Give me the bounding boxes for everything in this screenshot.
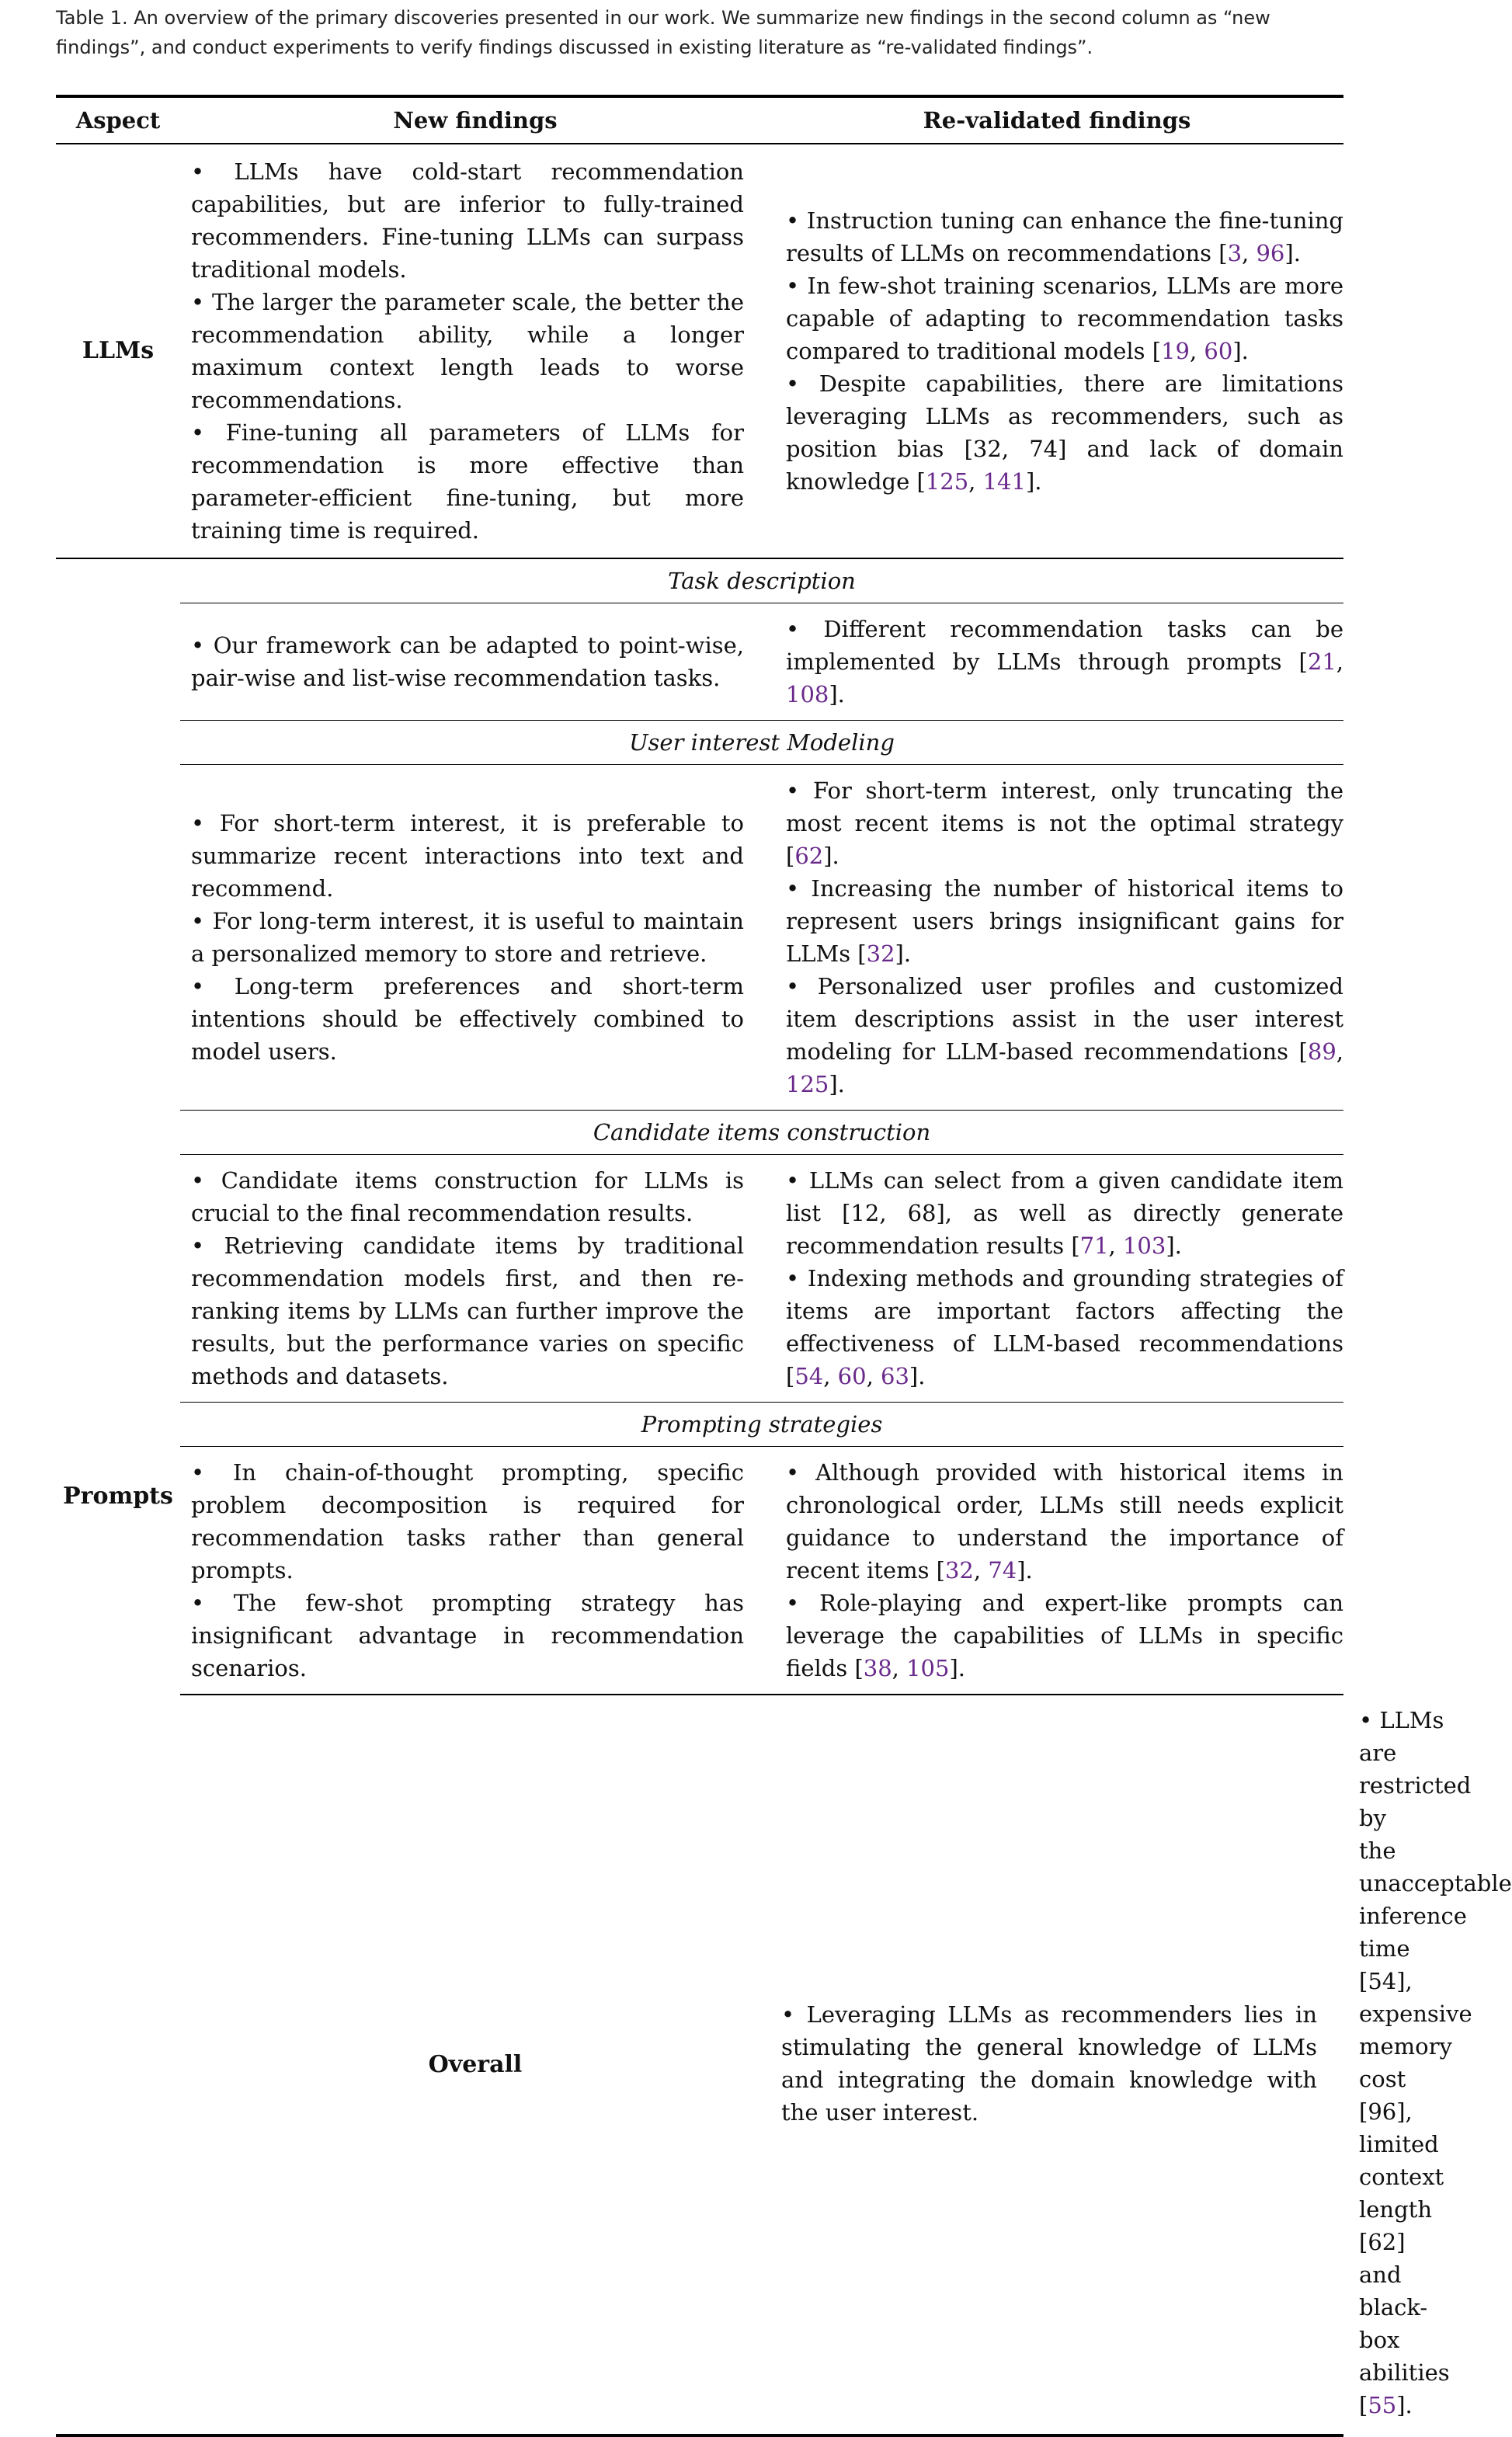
strategies-revalidated-findings xyxy=(770,1447,1343,1695)
subsection-header-row xyxy=(56,558,1343,603)
table-row xyxy=(56,765,1343,1111)
table-row xyxy=(56,1447,1343,1695)
subsection-title: User interest Modeling xyxy=(629,729,895,756)
list-item: • For short-term interest, it is preferable to summarize recent interactions into text and recommend. xyxy=(191,807,744,905)
candidate-revalidated-findings xyxy=(770,1155,1343,1403)
list-item: • Candidate items construction for LLMs is crucial to the final recommendation results. xyxy=(191,1164,744,1229)
subsection-header-row xyxy=(56,1111,1343,1155)
subsection-user-interest xyxy=(180,721,1343,765)
overall-new-findings xyxy=(770,1695,1343,2435)
list-item: • Despite capabilities, there are limitations leveraging LLMs as recommenders, such as position bias [32, 74] and lack of domain knowledge [125, 141]. xyxy=(786,367,1343,498)
interest-new-findings xyxy=(180,765,770,1111)
subsection-header-row xyxy=(56,721,1343,765)
citation-link[interactable]: 32 xyxy=(866,940,895,967)
citation-link[interactable]: 60 xyxy=(1204,338,1233,364)
citation-link[interactable]: 3 xyxy=(1227,240,1243,266)
strategies-new-findings xyxy=(180,1447,770,1695)
list-item: • Personalized user profiles and customized item descriptions assist in the user interest modeling for LLM-based recommendations [89, 125]. xyxy=(786,970,1343,1100)
citation-link[interactable]: 54 xyxy=(794,1363,824,1389)
citation-link[interactable]: 38 xyxy=(863,1655,892,1681)
citation-link[interactable]: 125 xyxy=(925,468,969,495)
list-item: • Fine-tuning all parameters of LLMs for recommendation is more effective than parameter-efficient fine-tuning, but more training time is required. xyxy=(191,416,744,547)
list-item: • For short-term interest, only truncating the most recent items is not the optimal strategy [62]. xyxy=(786,774,1343,872)
citation-link[interactable]: 62 xyxy=(794,843,824,869)
candidate-new-findings xyxy=(180,1155,770,1403)
findings-table xyxy=(56,95,1512,2437)
citation-link[interactable]: 74 xyxy=(988,1557,1017,1584)
list-item: • Instruction tuning can enhance the fine-tuning results of LLMs on recommendations [3, 96]. xyxy=(786,204,1343,269)
subsection-title: Candidate items construction xyxy=(593,1119,931,1145)
header-new-findings: New findings xyxy=(180,96,770,144)
citation-link[interactable]: 108 xyxy=(786,681,829,707)
citation-link[interactable]: 63 xyxy=(881,1363,909,1389)
list-item: • Retrieving candidate items by traditional recommendation models first, and then re-ranking items by LLMs can further improve the results, but the performance varies on specific methods and datasets. xyxy=(191,1229,744,1392)
list-item: • Our framework can be adapted to point-wise, pair-wise and list-wise recommendation tasks. xyxy=(191,629,744,694)
citation-link[interactable]: 32 xyxy=(944,1557,974,1584)
citation-link[interactable]: 96 xyxy=(1256,240,1285,266)
citation-link[interactable]: 19 xyxy=(1161,338,1190,364)
citation-link[interactable]: 89 xyxy=(1307,1038,1336,1065)
task-revalidated-findings xyxy=(770,603,1343,721)
list-item: • In few-shot training scenarios, LLMs are more capable of adapting to recommendation tasks compared to traditional models [19, 60]. xyxy=(786,269,1343,367)
header-aspect: Aspect xyxy=(56,96,180,144)
paper-page xyxy=(56,0,1512,2418)
list-item: • For long-term interest, it is useful to maintain a personalized memory to store and retrieve. xyxy=(191,905,744,970)
list-item: • Different recommendation tasks can be implemented by LLMs through prompts [21, 108]. xyxy=(786,613,1343,711)
subsection-task-description xyxy=(180,558,1343,603)
list-item: • Leveraging LLMs as recommenders lies in stimulating the general knowledge of LLMs and integrating the domain knowledge with the user interest. xyxy=(781,1998,1317,2129)
table-caption: Table 1. An overview of the primary discoveries presented in our work. We summarize new findings in the second column as “new findings”, and conduct experiments to verify findings discussed in existing literature as “re-validated findings”. xyxy=(56,7,1270,58)
table-row xyxy=(56,1155,1343,1403)
list-item: • Although provided with historical items in chronological order, LLMs still needs explicit guidance to understand the importance of recent items [32, 74]. xyxy=(786,1456,1343,1587)
subsection-header-row xyxy=(56,1403,1343,1447)
list-item: • In chain-of-thought prompting, specific problem decomposition is required for recommendation tasks rather than general prompts. xyxy=(191,1456,744,1587)
task-new-findings xyxy=(180,603,770,721)
citation-link[interactable]: 103 xyxy=(1122,1232,1166,1259)
list-item: • LLMs have cold-start recommendation capabilities, but are inferior to fully-trained recommenders. Fine-tuning LLMs can surpass traditional models. xyxy=(191,155,744,286)
citation-link[interactable]: 105 xyxy=(906,1655,950,1681)
list-item: • Role-playing and expert-like prompts can leverage the capabilities of LLMs in specific fields [38, 105]. xyxy=(786,1587,1343,1684)
table-row xyxy=(56,603,1343,721)
table-row-overall: Overall • Leveraging LLMs as recommenders lies in stimulating the general knowledge of LLMs and integrating the domain knowledge with the user interest. LLMs are restricted by the unacceptable inference time [54], expensive memory cost [96], limited context length [62] and black-box abilities [55]. xyxy=(56,1695,1343,2435)
list-item: • The larger the parameter scale, the better the recommendation ability, while a longer maximum context length leads to worse recommendations. xyxy=(191,286,744,416)
interest-revalidated-findings xyxy=(770,765,1343,1111)
citation-link[interactable]: 125 xyxy=(786,1071,829,1097)
llms-revalidated-findings xyxy=(770,144,1343,558)
citation-link[interactable]: 71 xyxy=(1079,1232,1109,1259)
citation-link[interactable]: 60 xyxy=(837,1363,867,1389)
aspect-llms: LLMs xyxy=(56,144,180,558)
llms-new-findings xyxy=(180,144,770,558)
aspect-prompts: Prompts xyxy=(63,1483,173,1510)
header-revalidated-findings: Re-validated findings xyxy=(770,96,1343,144)
list-item: • LLMs can select from a given candidate item list [12, 68], as well as directly generate recommendation results [71, 103]. xyxy=(786,1164,1343,1262)
citation-link[interactable]: 55 xyxy=(1368,2392,1397,2418)
list-item: • Indexing methods and grounding strategies of items are important factors affecting the effectiveness of LLM-based recommendations [54, 60, 63]. xyxy=(786,1262,1343,1392)
list-item: • Increasing the number of historical items to represent users brings insignificant gains for LLMs [32]. xyxy=(786,872,1343,970)
aspect-overall: Overall xyxy=(428,2050,523,2078)
subsection-prompting-strategies xyxy=(180,1403,1343,1447)
citation-link[interactable]: 21 xyxy=(1307,648,1336,675)
table-row-llms xyxy=(56,144,1343,558)
list-item: • Long-term preferences and short-term intentions should be effectively combined to model users. xyxy=(191,970,744,1068)
subsection-candidate-items xyxy=(180,1111,1343,1155)
subsection-title: Prompting strategies xyxy=(641,1411,883,1438)
subsection-title: Task description xyxy=(668,568,856,594)
list-item: • The few-shot prompting strategy has insignificant advantage in recommendation scenarios. xyxy=(191,1587,744,1684)
citation-link[interactable]: 141 xyxy=(982,468,1026,495)
